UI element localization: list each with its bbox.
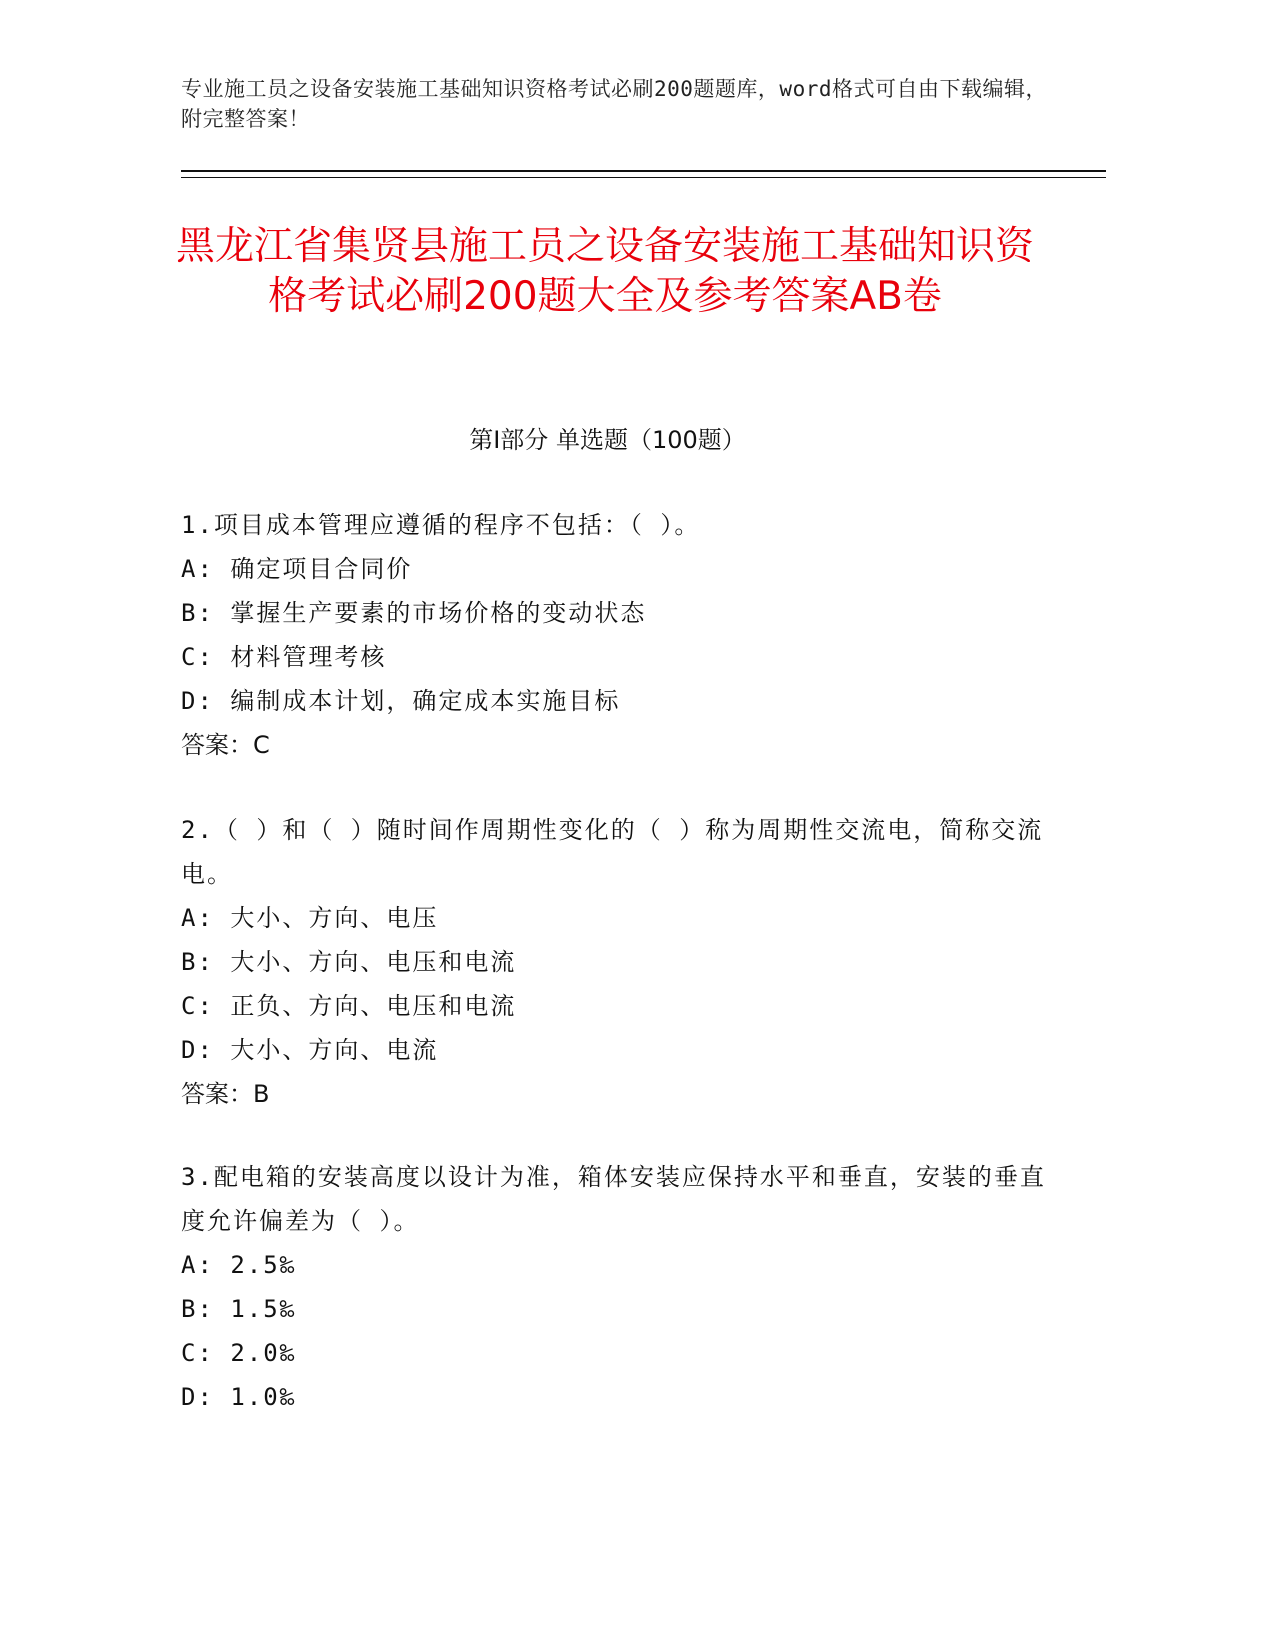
header-rule-thin (181, 177, 1106, 178)
question-stem: 3.配电箱的安装高度以设计为准，箱体安装应保持水平和垂直，安装的垂直度允许偏差为（ ）。 (181, 1163, 1046, 1235)
option-c: C: 2.0‰ (181, 1339, 297, 1367)
question-stem: 2.（ ）和（ ）随时间作周期性变化的（ ）称为周期性交流电，简称交流电。 (181, 816, 1044, 888)
option-d: D: 编制成本计划，确定成本实施目标 (181, 687, 621, 715)
option-d: D: 大小、方向、电流 (181, 1036, 439, 1064)
section-title: 第Ⅰ部分 单选题（100题） (469, 426, 746, 454)
option-a: A: 确定项目合同价 (181, 555, 413, 583)
document-title: 黑龙江省集贤县施工员之设备安装施工基础知识资格考试必刷200题大全及参考答案AB卷 (175, 224, 1034, 319)
option-d: D: 1.0‰ (181, 1383, 297, 1411)
option-b: B: 1.5‰ (181, 1295, 297, 1323)
option-c: C: 材料管理考核 (181, 643, 387, 671)
option-b: B: 掌握生产要素的市场价格的变动状态 (181, 599, 647, 627)
option-a: A: 大小、方向、电压 (181, 904, 439, 932)
answer: 答案：B (181, 1080, 270, 1108)
question-stem: 1.项目成本管理应遵循的程序不包括：（ ）。 (181, 511, 701, 539)
header-rule-thick (181, 170, 1106, 172)
question-3 (181, 1155, 1051, 1419)
option-c: C: 正负、方向、电压和电流 (181, 992, 517, 1020)
option-a: A: 2.5‰ (181, 1251, 297, 1279)
question-1 (181, 503, 1051, 767)
option-b: B: 大小、方向、电压和电流 (181, 948, 517, 976)
question-2 (181, 808, 1051, 1116)
answer: 答案：C (181, 731, 270, 759)
header-note: 专业施工员之设备安装施工基础知识资格考试必刷200题题库，word格式可自由下载编辑，附完整答案！ (181, 77, 1047, 131)
